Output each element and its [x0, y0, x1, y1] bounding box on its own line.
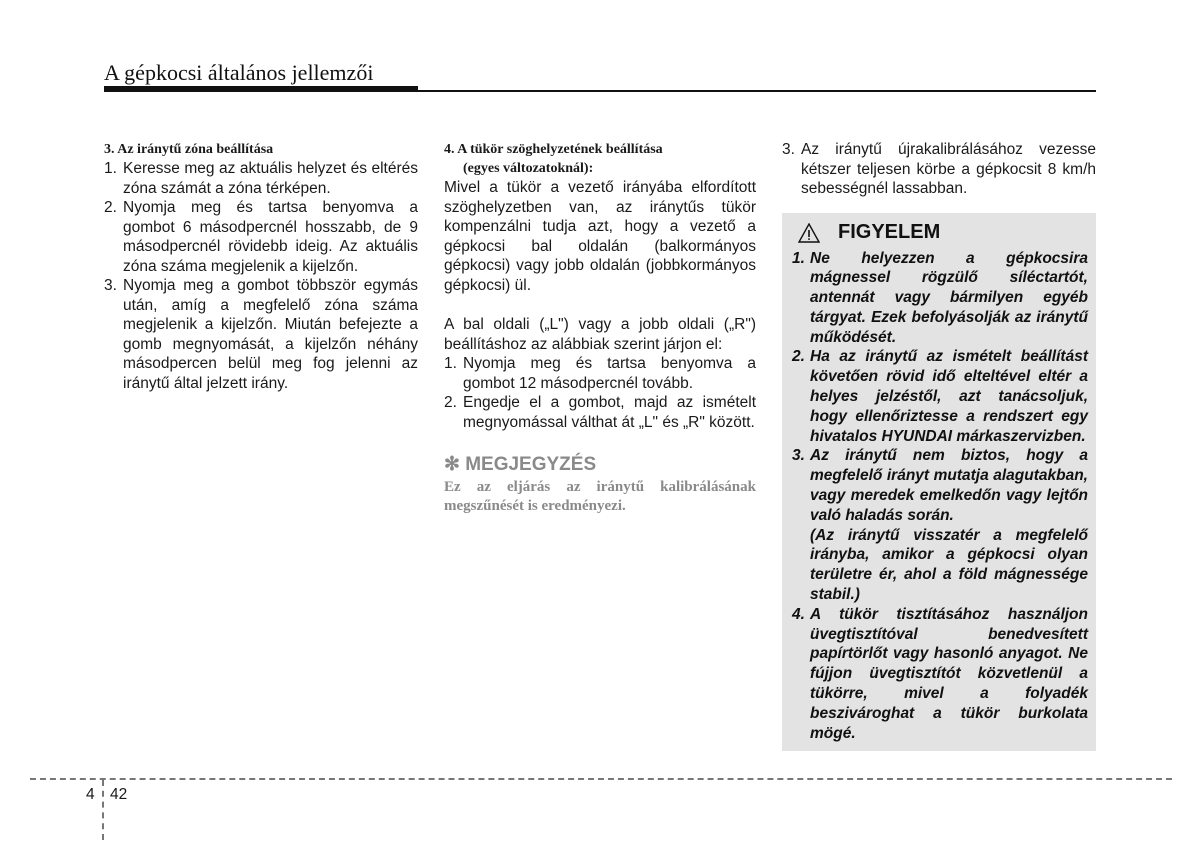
warning-title: FIGYELEM — [838, 221, 941, 243]
header-rule-thick — [104, 86, 418, 92]
recalibration-list — [782, 140, 1096, 199]
column-2 — [444, 140, 756, 516]
list-item: 3. Nyomja meg a gombot többször egymás után, amíg a megfelelő zóna száma megjelenik a kijelzőn. Miután befejezte a gomb megnyomását, a kijelzőn néhány másodpercen belül meg fog jelenni az iránytű által jelzett irány. — [104, 277, 418, 392]
warning-triangle-icon — [798, 223, 820, 243]
zone-steps-list — [104, 159, 418, 393]
page-number: 42 — [110, 786, 128, 803]
note-text: Ez az eljárás az iránytű kalibrálásának megszűnését is eredményezi. — [444, 479, 756, 514]
header-rule-thin — [418, 90, 1096, 92]
zone-setting-heading: 3. Az iránytű zóna beállítása — [104, 142, 274, 157]
warning-list — [792, 249, 1088, 744]
warning-item: 2. Ha az iránytű az ismételt beállítást követően rövid idő elteltével eltér a helyes jelzéstől, azt tanácsoljuk, hogy ellenőriztesse a rendszert egy hivatalos HYUNDAI márkaszervizben. — [792, 348, 1088, 445]
list-item: 1. Nyomja meg és tartsa benyomva a gombot 12 másodpercnél tovább. — [444, 355, 756, 392]
list-item: 3. Az iránytű újrakalibrálásához vezesse kétszer teljesen körbe a gépkocsit 8 km/h sebességnél lassabban. — [782, 141, 1096, 197]
mirror-angle-subheading: (egyes változatoknál): — [463, 161, 594, 176]
column-3 — [782, 140, 1096, 751]
warning-box — [782, 213, 1096, 752]
warning-item: 3. Az iránytű nem biztos, hogy a megfelelő irányt mutatja alagutakban, vagy meredek emelkedőn vagy lejtőn való haladás során. (Az iránytű visszatér a megfelelő irányba, amikor a gépkocsi olyan területre ér, ahol a föld mágnessége stabil.) — [792, 447, 1088, 604]
chapter-number: 4 — [86, 786, 95, 803]
footer-vertical-divider — [102, 780, 104, 840]
footer-divider — [30, 778, 1172, 780]
mirror-angle-heading: 4. A tükör szöghelyzetének beállítása — [444, 142, 663, 157]
note-heading: ✻ MEGJEGYZÉS — [444, 454, 597, 475]
list-item: 2. Engedje el a gombot, majd az ismételt megnyomással válthat át „L" és „R" között. — [444, 394, 756, 431]
paragraph: A bal oldali („L") vagy a jobb oldali („R") beállításhoz az alábbiak szerint járjon el: — [444, 316, 756, 353]
warning-item: 4. A tükör tisztításához használjon üvegtisztítóval benedvesített papírtörlőt vagy hasonló anyagot. Ne fújjon üvegtisztítót közvetlenül a tükörre, mivel a folyadék beszivároghat a tükör burkolata mögé. — [792, 605, 1088, 742]
list-item: 2. Nyomja meg és tartsa benyomva a gombot 6 másodpercnél hosszabb, de 9 másodpercnél rövidebb ideig. Az aktuális zóna száma megjelenik a kijelzőn. — [104, 199, 418, 275]
lr-steps-list — [444, 354, 756, 432]
paragraph: Mivel a tükör a vezető irányába elfordított szöghelyzetben van, az iránytűs tükör kompenzálni tudja azt, hogy a vezető a gépkocsi bal oldalán (balkormányos gépkocsi) vagy jobb oldalán (jobbkormányos gépkocsi) ül. — [444, 179, 756, 294]
list-item: 1. Keresse meg az aktuális helyzet és eltérés zóna számát a zóna térképen. — [104, 160, 418, 197]
column-1 — [104, 140, 418, 393]
section-title: A gépkocsi általános jellemzői — [104, 60, 374, 85]
warning-item: 1. Ne helyezzen a gépkocsira mágnessel rögzülő síléctartót, antennát vagy bármilyen egyéb tárgyat. Ezek befolyásolják az iránytű működését. — [792, 249, 1088, 346]
